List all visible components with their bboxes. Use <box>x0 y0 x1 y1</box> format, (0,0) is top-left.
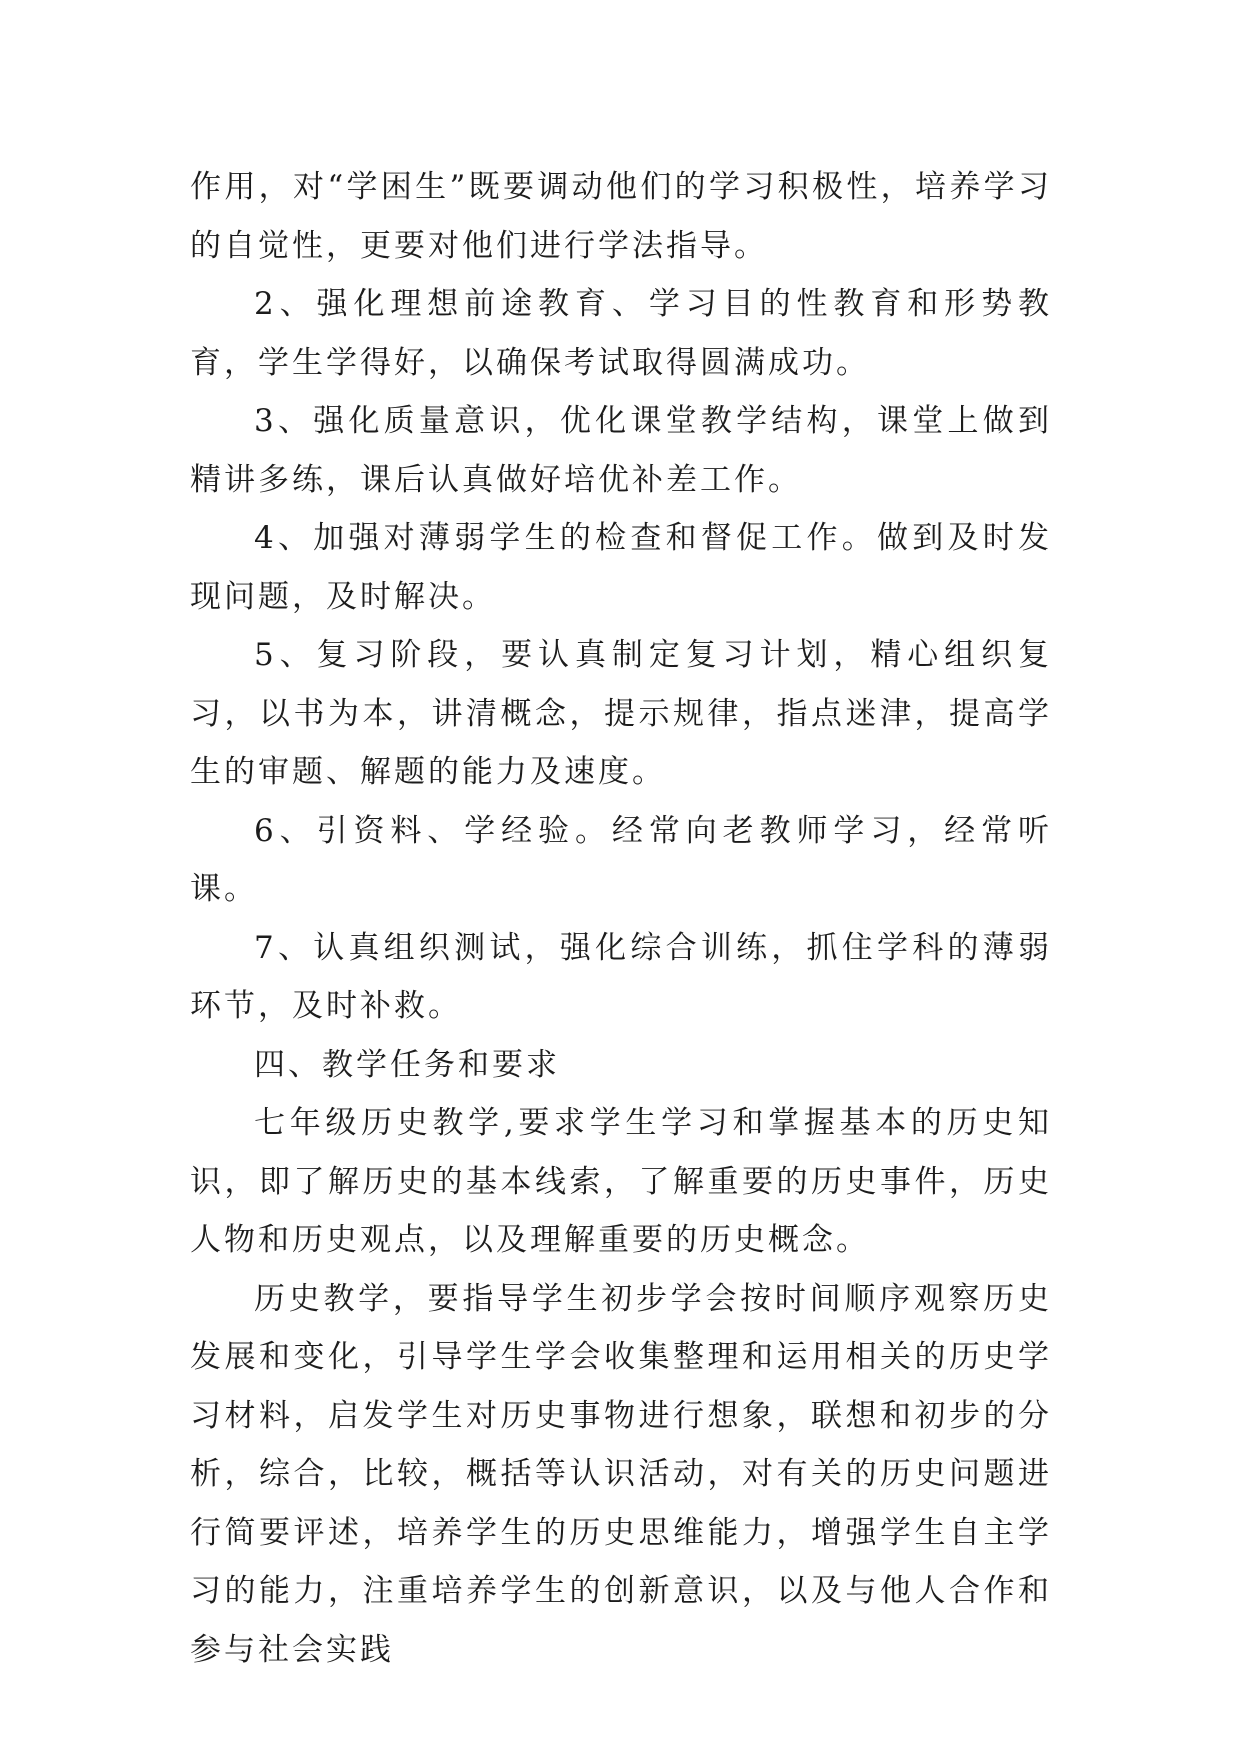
paragraph-10: 历史教学，要指导学生初步学会按时间顺序观察历史发展和变化，引导学生学会收集整理和运用相关的历史学习材料，启发学生对历史事物进行想象，联想和初步的分析，综合，比较，概括等认识活动，对有关的历史问题进行简要评述，培养学生的历史思维能力，增强学生自主学习的能力，注重培养学生的创新意识，以及与他人合作和参与社会实践 <box>190 1280 1052 1668</box>
paragraph-7: 7、认真组织测试，强化综合训练，抓住学科的薄弱环节，及时补救。 <box>190 929 1052 1024</box>
paragraph-1: 作用，对“学困生”既要调动他们的学习积极性，培养学习的自觉性，更要对他们进行学法指导。 <box>190 169 1052 264</box>
paragraph-5: 5、复习阶段，要认真制定复习计划，精心组织复习，以书为本，讲清概念，提示规律，指点迷津，提高学生的审题、解题的能力及速度。 <box>190 637 1052 790</box>
paragraph-2: 2、强化理想前途教育、学习目的性教育和形势教育，学生学得好，以确保考试取得圆满成功。 <box>190 286 1052 381</box>
document-body <box>190 158 1052 1679</box>
section-heading: 四、教学任务和要求 <box>254 1046 560 1083</box>
paragraph-6: 6、引资料、学经验。经常向老教师学习，经常听课。 <box>190 812 1052 907</box>
paragraph-4: 4、加强对薄弱学生的检查和督促工作。做到及时发现问题，及时解决。 <box>190 520 1052 615</box>
paragraph-9: 七年级历史教学,要求学生学习和掌握基本的历史知识，即了解历史的基本线索，了解重要的历史事件，历史人物和历史观点，以及理解重要的历史概念。 <box>190 1105 1052 1258</box>
paragraph-3: 3、强化质量意识，优化课堂教学结构，课堂上做到精讲多练，课后认真做好培优补差工作。 <box>190 403 1052 498</box>
